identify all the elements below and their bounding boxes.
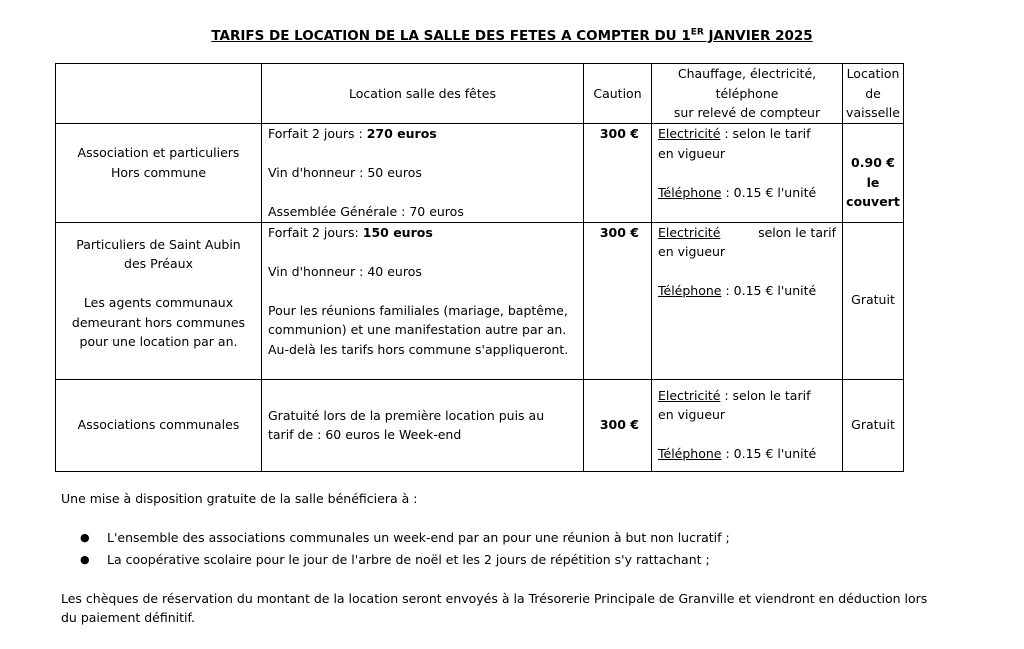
- table-row: [56, 379, 904, 471]
- header-caution: Caution: [584, 64, 652, 124]
- row-chauffage: Electricité : selon le tarif en vigueur Téléphone : 0.15 € l'unité: [652, 379, 843, 471]
- row-vaisselle: Gratuit: [843, 379, 904, 471]
- row-location: Forfait 2 jours : 270 euros Vin d'honneur : 50 euros Assemblée Générale : 70 euros: [262, 124, 584, 223]
- tariff-table: [55, 63, 904, 472]
- row-category: Association et particuliers Hors commune: [56, 124, 262, 223]
- row-caution: 300 €: [584, 222, 652, 379]
- row-category: Associations communales: [56, 379, 262, 471]
- table-row: [56, 124, 904, 223]
- intro-text: Une mise à disposition gratuite de la salle bénéficiera à :: [61, 491, 418, 506]
- row-chauffage: Electricité : selon le tarif en vigueur Téléphone : 0.15 € l'unité: [652, 124, 843, 223]
- header-empty: [56, 64, 262, 124]
- header-location: Location salle des fêtes: [262, 64, 584, 124]
- row-caution: 300 €: [584, 379, 652, 471]
- list-item: ● La coopérative scolaire pour le jour de l'arbre de noël et les 2 jours de répétition s'y rattachant ;: [61, 549, 730, 571]
- page-title: TARIFS DE LOCATION DE LA SALLE DES FETES A COMPTER DU 1ER JANVIER 2025: [211, 27, 813, 44]
- row-vaisselle: Gratuit: [843, 222, 904, 379]
- header-vaisselle: Location de vaisselle: [843, 64, 904, 124]
- row-category: Particuliers de Saint Aubin des Préaux Les agents communaux demeurant hors communes pour une location par an.: [56, 222, 262, 379]
- footer-text: Les chèques de réservation du montant de la location seront envoyés à la Trésorerie Principale de Granville et viendront en déduction lors du paiement définitif.: [61, 591, 928, 625]
- row-location: Gratuité lors de la première location puis au tarif de : 60 euros le Week-end: [262, 379, 584, 471]
- row-location: Forfait 2 jours: 150 euros Vin d'honneur : 40 euros Pour les réunions familiales (mariage, baptême, communion) et une manifestation autre par an. Au-delà les tarifs hors commune s'appliqueront.: [262, 222, 584, 379]
- row-vaisselle: 0.90 € le couvert: [843, 124, 904, 223]
- bullet-list: [61, 527, 730, 571]
- table-row: [56, 222, 904, 379]
- row-caution: 300 €: [584, 124, 652, 223]
- table-header-row: [56, 64, 904, 124]
- list-item: ● L'ensemble des associations communales un week-end par an pour une réunion à but non lucratif ;: [61, 527, 730, 549]
- row-chauffage: Electricité selon le tarif en vigueur Téléphone : 0.15 € l'unité: [652, 222, 843, 379]
- header-chauffage: Chauffage, électricité, téléphone sur relevé de compteur: [652, 64, 843, 124]
